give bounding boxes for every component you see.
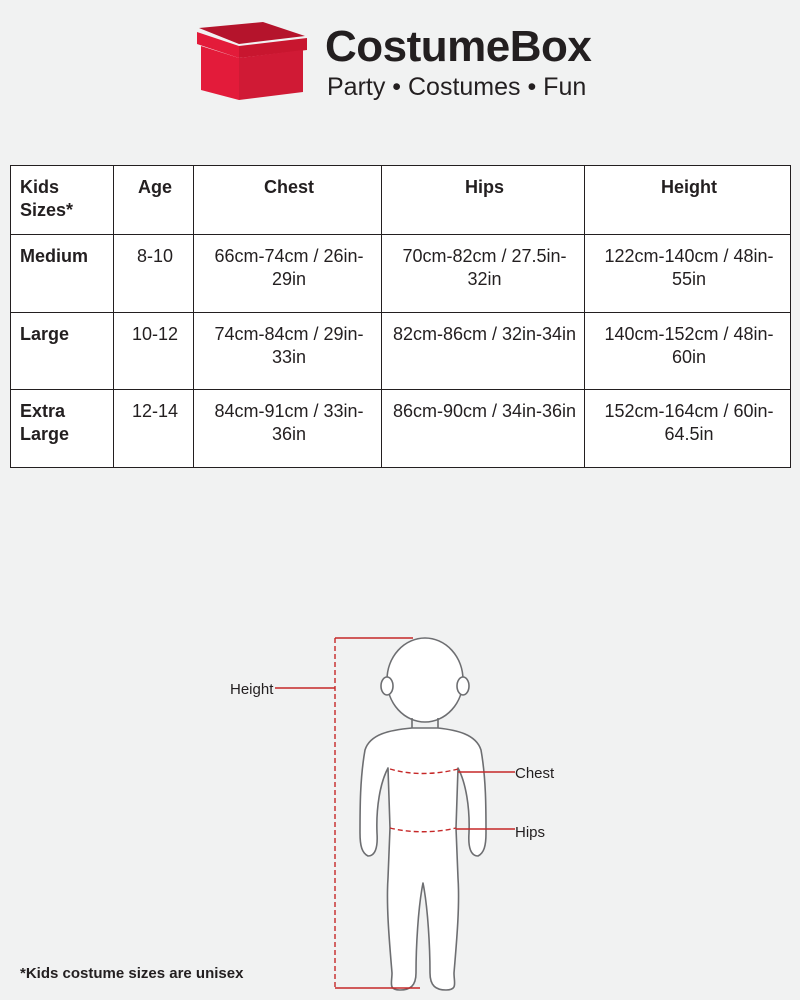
hips-cell: 70cm-82cm / 27.5in-32in xyxy=(382,235,585,313)
chest-cell: 66cm-74cm / 26in-29in xyxy=(194,235,382,313)
header-hips: Hips xyxy=(382,166,585,235)
height-cell: 140cm-152cm / 48in-60in xyxy=(585,312,791,390)
height-cell: 122cm-140cm / 48in-55in xyxy=(585,235,791,313)
chest-cell: 74cm-84cm / 29in-33in xyxy=(194,312,382,390)
age-cell: 8-10 xyxy=(114,235,194,313)
header-chest: Chest xyxy=(194,166,382,235)
header-kids-sizes: Kids Sizes* xyxy=(11,166,114,235)
table-header-row xyxy=(11,166,791,235)
table-row xyxy=(11,312,791,390)
size-cell: Large xyxy=(11,312,114,390)
table-row xyxy=(11,235,791,313)
hips-cell: 86cm-90cm / 34in-36in xyxy=(382,390,585,468)
brand-tagline: Party • Costumes • Fun xyxy=(327,73,587,101)
brand-name: CostumeBox xyxy=(325,22,592,71)
gift-box-icon xyxy=(195,18,310,102)
child-outline-icon xyxy=(220,628,580,1000)
age-cell: 12-14 xyxy=(114,390,194,468)
hips-cell: 82cm-86cm / 32in-34in xyxy=(382,312,585,390)
size-cell: Extra Large xyxy=(11,390,114,468)
costumebox-logo xyxy=(195,18,615,108)
header-height: Height xyxy=(585,166,791,235)
unisex-note: *Kids costume sizes are unisex xyxy=(20,965,244,982)
size-cell: Medium xyxy=(11,235,114,313)
chest-label: Chest xyxy=(515,765,555,782)
measurement-diagram xyxy=(220,628,580,1000)
header-age: Age xyxy=(114,166,194,235)
size-chart-table xyxy=(10,165,791,468)
height-label: Height xyxy=(230,681,274,698)
table-row xyxy=(11,390,791,468)
age-cell: 10-12 xyxy=(114,312,194,390)
hips-label: Hips xyxy=(515,824,546,841)
height-cell: 152cm-164cm / 60in-64.5in xyxy=(585,390,791,468)
chest-cell: 84cm-91cm / 33in-36in xyxy=(194,390,382,468)
